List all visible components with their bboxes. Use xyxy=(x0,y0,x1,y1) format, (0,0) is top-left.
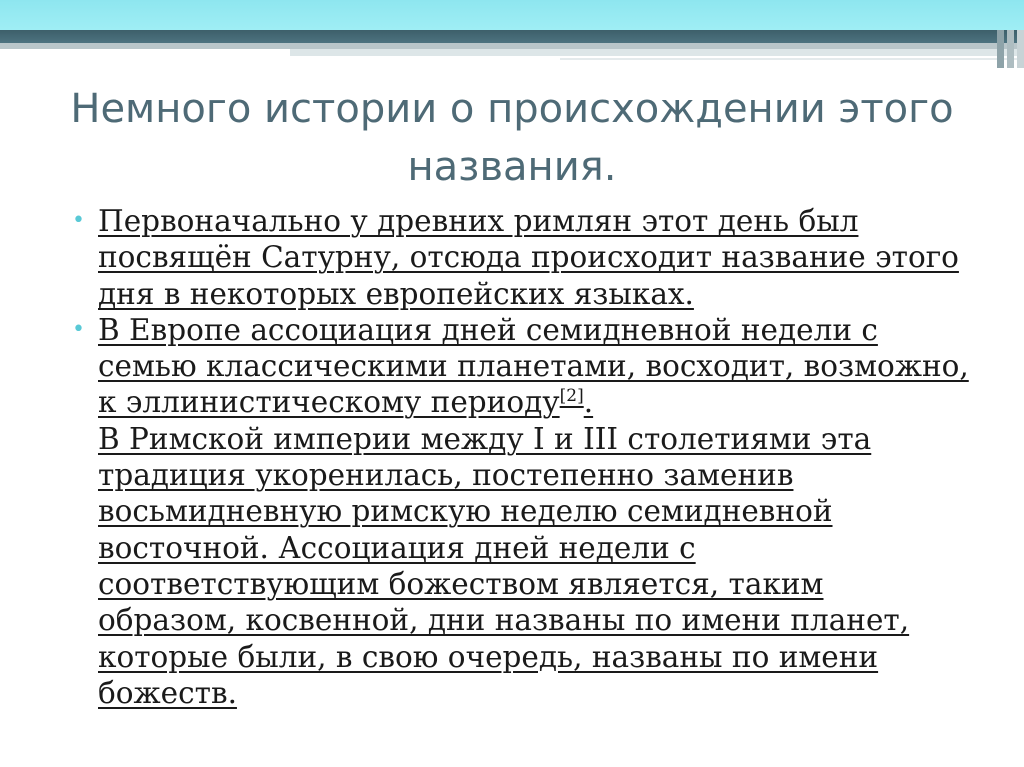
bullet-text-period: . xyxy=(583,385,594,420)
bullet-dot-icon: • xyxy=(72,208,85,233)
decorative-bar xyxy=(1007,30,1014,68)
header-decorative-bars xyxy=(994,30,1024,68)
list-item xyxy=(70,203,970,312)
list-item xyxy=(70,312,970,711)
header-stripe-dark xyxy=(0,30,1024,43)
bullet-text-continued: В Римской империи между I и III столетиями эта традиция укоренилась, постепенно заменив восьмидневную римскую неделю семидневной восточной. Ассоциация дней недели с соответствующим божеством является, таким образом, косвенной, дни названы по имени планет, которые были, в свою очередь, названы по имени божеств. xyxy=(98,421,910,710)
bullet-dot-icon: • xyxy=(72,316,85,342)
header-band xyxy=(0,0,1024,30)
header-stripe-light xyxy=(290,49,1024,56)
slide-title: Немного истории о происхождении этого названия. xyxy=(70,86,954,190)
bullet-text: В Европе ассоциация дней семидневной недели с семью классическими планетами, восходит, возможно, к эллинистическому периоду xyxy=(98,312,969,420)
bullet-text: Первоначально у древних римлян этот день был посвящён Сатурну, отсюда происходит название этого дня в некоторых европейских языках. xyxy=(98,204,959,311)
footnote-reference-link[interactable]: [2] xyxy=(559,386,584,407)
header-stripe-line xyxy=(560,58,1024,60)
decorative-bar xyxy=(1017,30,1024,68)
bullet-list xyxy=(70,203,970,711)
decorative-bar xyxy=(997,30,1004,68)
